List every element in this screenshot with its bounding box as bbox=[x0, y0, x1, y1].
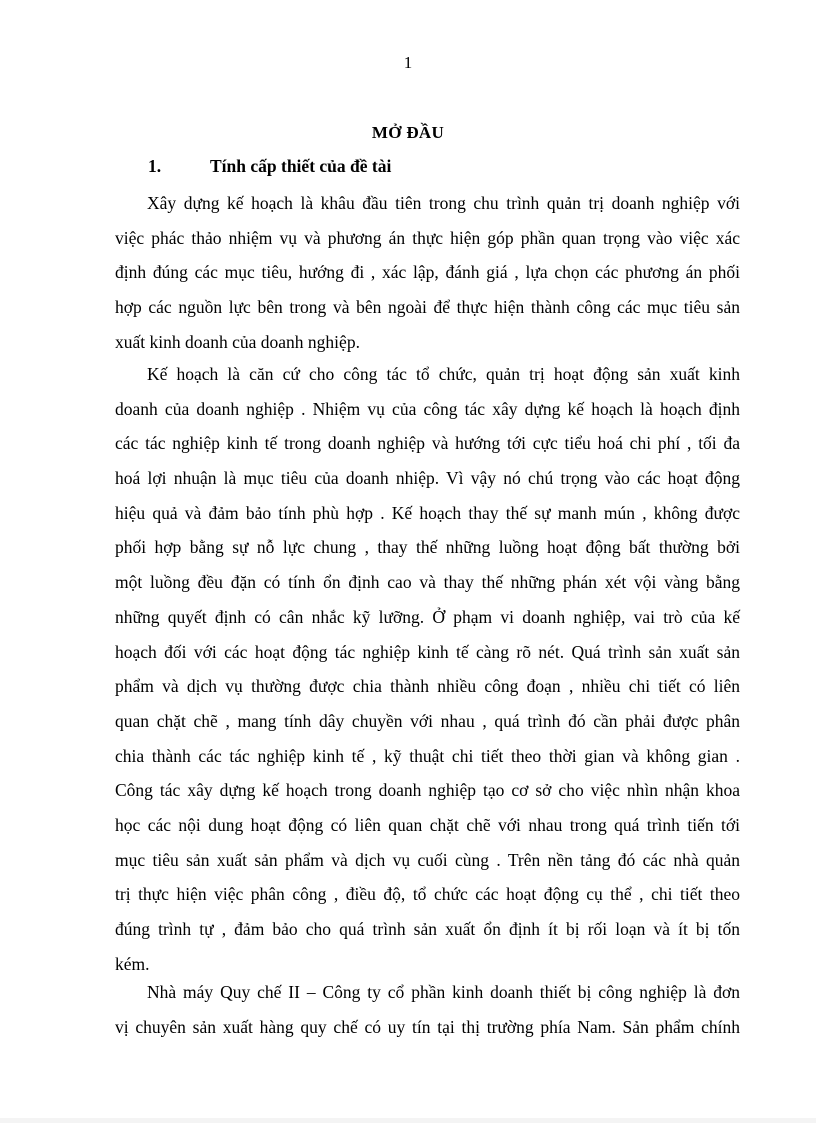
text-line: hoá lợi nhuận là mục tiêu của doanh nhiệp. Vì vậy nó chú trọng vào các hoạt động bbox=[115, 468, 740, 489]
text-line: quan chặt chẽ , mang tính dây chuyền với nhau , quá trình đó cần phải được phân bbox=[115, 710, 740, 731]
text-line: việc phác thảo nhiệm vụ và phương án thực hiện góp phần quan trọng vào việc xác bbox=[115, 227, 740, 248]
paragraph-2 bbox=[115, 357, 740, 981]
text-line: định đúng các mục tiêu, hướng đi , xác lập, đánh giá , lựa chọn các phương án phối bbox=[115, 262, 740, 283]
page-number: 1 bbox=[403, 53, 413, 72]
text-line: Công tác xây dựng kế hoạch trong doanh nghiệp tạo cơ sở cho việc nhìn nhận khoa bbox=[115, 780, 740, 801]
text-line: phối hợp bằng sự nỗ lực chung , thay thế những luồng hoạt động bất thường bởi bbox=[115, 537, 740, 558]
text-line: những quyết định có cân nhắc kỹ lưỡng. Ở phạm vi doanh nghiệp, vai trò của kế bbox=[115, 606, 740, 627]
section-number: 1. bbox=[148, 156, 162, 176]
text-line: trị thực hiện việc phân công , điều độ, tổ chức các hoạt động cụ thể , chi tiết theo bbox=[115, 884, 740, 905]
text-line: chia thành các tác nghiệp kinh tế , kỹ thuật chi tiết theo thời gian và không gian . bbox=[115, 745, 740, 766]
paragraph-1 bbox=[115, 186, 740, 359]
text-line: học các nội dung hoạt động có liên quan chặt chẽ với nhau trong quá trình tiến tới bbox=[115, 814, 740, 835]
text-line: một luồng đều đặn có tính ổn định cao và thay thế những phán xét vội vàng bằng bbox=[115, 572, 740, 593]
text-line: hiệu quả và đảm bảo tính phù hợp . Kế hoạch thay thế sự manh mún , không được bbox=[115, 502, 740, 523]
section-heading-text: Tính cấp thiết của đề tài bbox=[210, 156, 392, 176]
text-line: Kế hoạch là căn cứ cho công tác tổ chức, quản trị hoạt động sản xuất kinh bbox=[147, 364, 740, 384]
text-line: đúng trình tự , đảm bảo cho quá trình sản xuất ổn định ít bị rối loạn và ít bị tốn bbox=[115, 919, 740, 939]
text-line: doanh của doanh nghiệp . Nhiệm vụ của công tác xây dựng kế hoạch là hoạch định bbox=[115, 398, 740, 419]
text-line: các tác nghiệp kinh tế trong doanh nghiệp và hướng tới cực tiểu hoá chi phí , tối đa bbox=[115, 433, 740, 454]
text-line: phẩm và dịch vụ thường được chia thành nhiều công đoạn , nhiều chi tiết có liên bbox=[115, 676, 740, 697]
page-bottom-edge bbox=[0, 1118, 816, 1123]
chapter-title: MỞ ĐẦU bbox=[371, 123, 445, 142]
text-line: Nhà máy Quy chế II – Công ty cổ phần kinh doanh thiết bị công nghiệp là đơn bbox=[147, 982, 740, 1002]
paragraph-3 bbox=[115, 975, 740, 1044]
text-line: mục tiêu sản xuất sản phẩm và dịch vụ cuối cùng . Trên nền tảng đó các nhà quản bbox=[115, 849, 740, 870]
text-line: vị chuyên sản xuất hàng quy chế có uy tín tại thị trường phía Nam. Sản phẩm chính bbox=[115, 1016, 740, 1037]
text-line: Xây dựng kế hoạch là khâu đầu tiên trong chu trình quản trị doanh nghiệp với bbox=[147, 193, 740, 213]
text-line: hợp các nguồn lực bên trong và bên ngoài để thực hiện thành công các mục tiêu sản bbox=[115, 297, 740, 318]
text-line: hoạch đối với các hoạt động tác nghiệp kinh tế càng rõ nét. Quá trình sản xuất sản bbox=[115, 641, 740, 662]
text-line: kém. bbox=[115, 953, 150, 974]
section-heading bbox=[148, 155, 391, 177]
text-line: xuất kinh doanh của doanh nghiệp. bbox=[115, 331, 360, 352]
